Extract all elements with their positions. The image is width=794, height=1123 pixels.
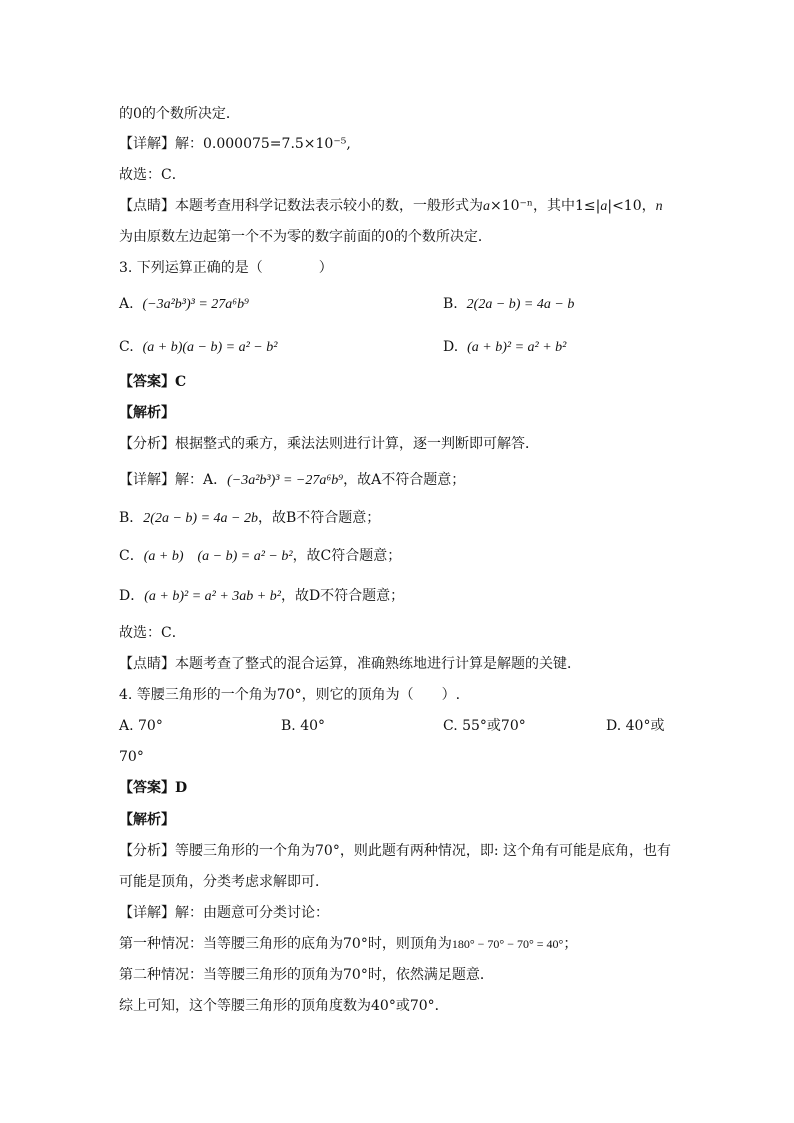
math: (a + b)² = a² + 3ab + b² (144, 589, 281, 604)
text: ×10⁻ⁿ，其中1≤| (490, 198, 601, 214)
text: C． (119, 548, 144, 564)
text: 4. 等腰三角形的一个角为70°，则它的顶角为（ ）. (119, 687, 461, 703)
text-line (119, 196, 663, 217)
math: 2(2a − b) = 4a − b (466, 297, 575, 312)
math: (a + b) (a − b) = a² − b² (143, 549, 293, 564)
text-line (119, 134, 351, 154)
text: ，故A不符合题意； (343, 472, 466, 488)
math: (a + b)² = a² + b² (467, 340, 567, 355)
text: 【分析】根据整式的乘方，乘法法则进行计算，逐一判断即可解答． (119, 436, 539, 452)
q4-option-a (119, 716, 163, 736)
q3-option-d (443, 337, 566, 358)
text: 第一种情况：当等腰三角形的底角为70°时，则顶角为 (119, 936, 452, 952)
math: 2(2a − b) = 4a − 2b (143, 511, 258, 526)
math: a (600, 199, 608, 214)
text: 70° (119, 749, 144, 765)
text: 第二种情况：当等腰三角形的顶角为70°时，依然满足题意． (119, 967, 494, 983)
text-line (119, 104, 240, 124)
option-label: B. (443, 296, 458, 312)
analysis-heading (119, 403, 175, 423)
text: 【分析】等腰三角形的一个角为70°，则此题有两种情况，即: 这个角有可能是底角，也有 (119, 843, 671, 859)
text-line (119, 965, 494, 985)
text-line (119, 747, 144, 767)
math: (−3a²b³)³ = 27a⁶b⁹ (142, 297, 250, 312)
answer-heading (119, 778, 187, 798)
math: n (655, 199, 663, 214)
q4-option-b (281, 716, 325, 736)
text: 【解析】 (119, 812, 175, 828)
question-3-stem (119, 258, 333, 278)
q3-option-b (443, 294, 574, 315)
q4-option-d (606, 716, 664, 736)
question-4-stem (119, 685, 460, 705)
text: ，故D不符合题意； (280, 588, 405, 604)
text-line (119, 546, 401, 567)
q3-option-c (119, 337, 277, 358)
text: D． (119, 588, 145, 604)
text: ； (563, 936, 578, 952)
text: 【点睛】本题考查了整式的混合运算，准确熟练地进行计算是解题的关键． (119, 656, 581, 672)
text: 【答案】C (119, 374, 187, 390)
option-label: C. (119, 339, 134, 355)
text-line (119, 586, 404, 607)
text-line (119, 872, 329, 892)
text-line (119, 165, 186, 185)
text: 可能是顶角，分类考虑求解即可． (119, 874, 329, 890)
text-line (119, 934, 577, 954)
text-line (119, 227, 492, 247)
text-line (119, 903, 329, 923)
text: 【详解】解：0.000075=7.5×10⁻⁵, (119, 136, 351, 152)
text: C. 55°或70° (443, 718, 526, 734)
text-line (119, 508, 380, 529)
text: 综上可知，这个等腰三角形的顶角度数为40°或70°． (119, 998, 449, 1014)
text: |<10， (607, 198, 656, 214)
text: 的0的个数所决定． (119, 106, 240, 122)
text: B． (119, 510, 144, 526)
math: a (483, 199, 490, 214)
text: D. 40°或 (606, 718, 665, 734)
text-line (119, 623, 186, 643)
text: 为由原数左边起第一个不为零的数字前面的0的个数所决定． (119, 229, 492, 245)
text: 故选：C． (119, 625, 186, 641)
text-line (119, 470, 465, 491)
text: 【解析】 (119, 405, 175, 421)
text: 【答案】D (119, 780, 188, 796)
text: 【详解】解：由题意可分类讨论： (119, 905, 329, 921)
q4-option-c (443, 716, 526, 736)
text-line (119, 841, 671, 861)
math: 180° − 70° − 70° = 40° (451, 937, 564, 951)
text: B. 40° (281, 718, 326, 734)
text: ，故B不符合题意； (257, 510, 381, 526)
text: ，故C符合题意； (292, 548, 402, 564)
option-label: D. (443, 339, 459, 355)
math: (a + b)(a − b) = a² − b² (142, 340, 278, 355)
text: 3. 下列运算正确的是（ ） (119, 260, 333, 276)
text-line (119, 996, 449, 1016)
text: 【点睛】本题考查用科学记数法表示较小的数，一般形式为 (119, 198, 483, 214)
text: 故选：C． (119, 167, 186, 183)
answer-heading (119, 372, 186, 392)
math: (−3a²b³)³ = −27a⁶b⁹ (227, 473, 344, 488)
analysis-heading (119, 810, 175, 830)
q3-option-a (119, 294, 249, 315)
text-line (119, 434, 539, 454)
option-label: A. (119, 296, 134, 312)
text-line (119, 654, 581, 674)
text: A. 70° (119, 718, 163, 734)
text: 【详解】解：A． (119, 472, 228, 488)
